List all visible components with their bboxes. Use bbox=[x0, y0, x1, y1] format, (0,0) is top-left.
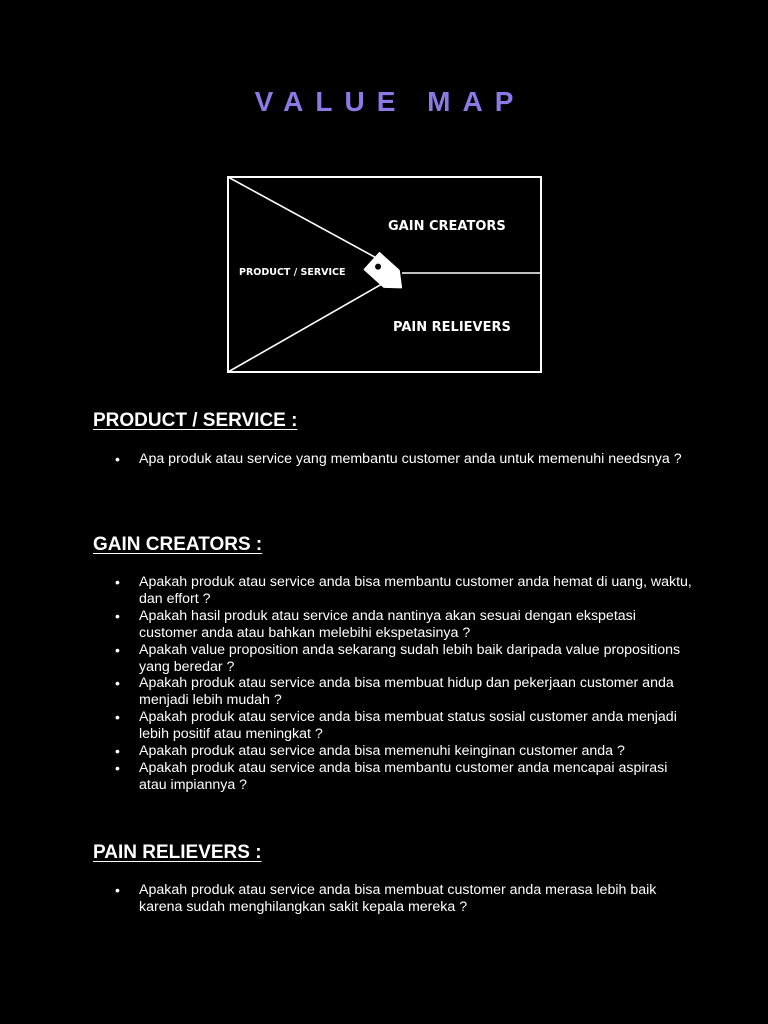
page-title: VALUE MAP bbox=[254, 86, 526, 117]
section-heading: GAIN CREATORS : bbox=[93, 534, 263, 555]
section-pain-relievers bbox=[93, 841, 693, 916]
diagram-label-gain: GAIN CREATORS bbox=[388, 219, 506, 234]
diagram-label-product: PRODUCT / SERVICE bbox=[239, 267, 346, 278]
list-item: • Apa produk atau service yang membantu customer anda untuk memenuhi needsnya ? bbox=[93, 451, 693, 468]
section-heading: PRODUCT / SERVICE : bbox=[93, 410, 298, 431]
list-item: • Apakah hasil produk atau service anda nantinya akan sesuai dengan ekspetasi customer anda atau bahkan melebihi ekspetasinya ? bbox=[93, 608, 693, 642]
list-item: • Apakah produk atau service anda bisa membuat customer anda merasa lebih baik karena sudah menghilangkan sakit kepala mereka ? bbox=[93, 882, 693, 916]
value-map-diagram bbox=[227, 176, 542, 373]
list-item: • Apakah produk atau service anda bisa membantu customer anda hemat di uang, waktu, dan effort ? bbox=[93, 574, 693, 608]
section-product-service bbox=[93, 409, 693, 468]
diagram-label-pain: PAIN RELIEVERS bbox=[393, 320, 511, 335]
section-heading: PAIN RELIEVERS : bbox=[93, 842, 262, 863]
diagram-lower-diagonal bbox=[228, 284, 382, 372]
list-item: • Apakah produk atau service anda bisa memenuhi keinginan customer anda ? bbox=[93, 743, 693, 760]
list-item: • Apakah produk atau service anda bisa membantu customer anda mencapai aspirasi atau impiannya ? bbox=[93, 760, 693, 794]
list-item: • Apakah value proposition anda sekarang sudah lebih baik daripada value propositions yang beredar ? bbox=[93, 642, 693, 676]
value-map-svg bbox=[227, 176, 542, 373]
bullet-list bbox=[93, 451, 693, 468]
bullet-list bbox=[93, 882, 693, 916]
bullet-list bbox=[93, 574, 693, 794]
list-item: • Apakah produk atau service anda bisa membuat status sosial customer anda menjadi lebih positif atau meningkat ? bbox=[93, 709, 693, 743]
list-item: • Apakah produk atau service anda bisa membuat hidup dan pekerjaan customer anda menjadi lebih mudah ? bbox=[93, 675, 693, 709]
section-gain-creators bbox=[93, 533, 693, 794]
diagram-upper-diagonal bbox=[228, 177, 382, 261]
